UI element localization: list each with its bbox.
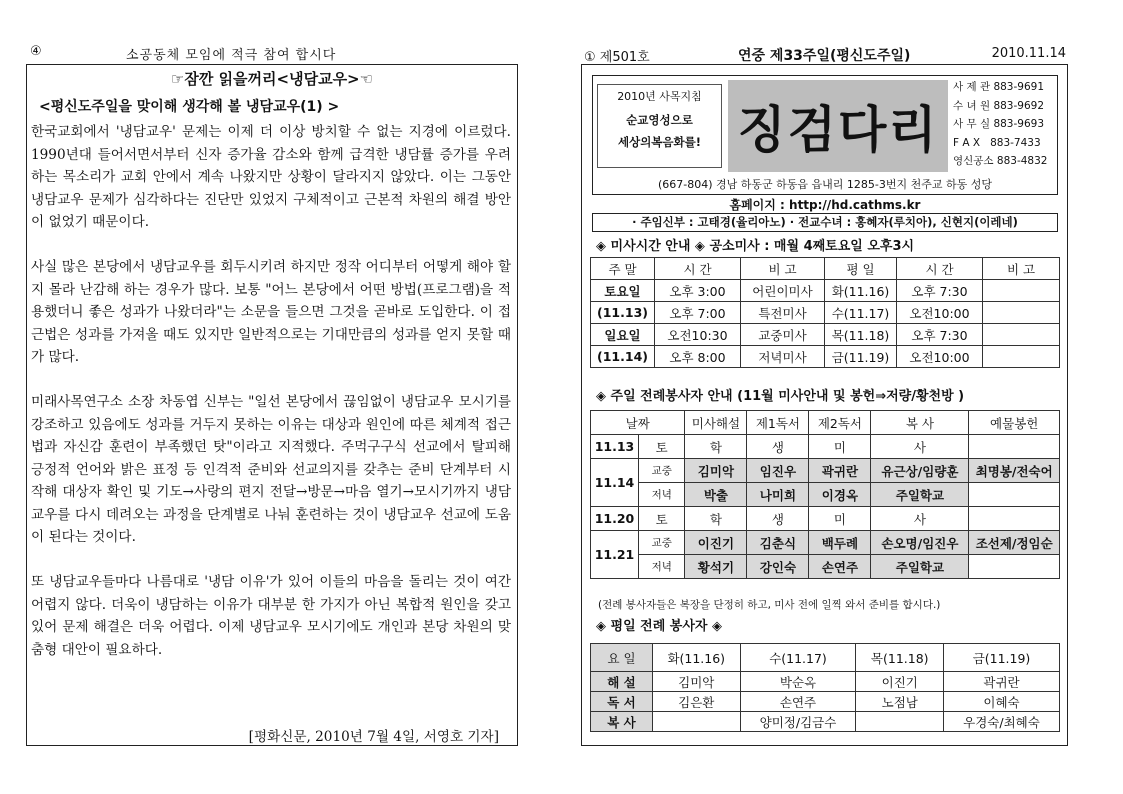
mass-day: 토요일 <box>591 280 655 302</box>
col-header: 요 일 <box>591 644 653 672</box>
server-cell: 손연주 <box>740 692 856 712</box>
weekday-mass-note <box>983 302 1060 324</box>
bulletin-logo: 징검다리 <box>728 80 948 172</box>
issue-date: 2010.11.14 <box>991 46 1066 61</box>
mass-label: 교중 <box>639 459 685 483</box>
server-cell <box>969 435 1060 459</box>
weekday-mass-time: 오전10:00 <box>897 346 983 368</box>
motto-line: 세상의복음화를! <box>617 135 701 149</box>
server-reading1: 강인숙 <box>747 555 809 579</box>
weekday-mass-time: 오후 7:30 <box>897 280 983 302</box>
table-row <box>591 302 1060 324</box>
weekday-section-title: ◈ 평일 전례 봉사자 ◈ <box>596 619 723 634</box>
mass-note: 특전미사 <box>741 302 825 324</box>
col-header: 평 일 <box>825 258 897 280</box>
server-date: 11.20 <box>591 507 639 531</box>
server-altar: 주일학교 <box>871 483 969 507</box>
server-cell: 우경숙/최혜숙 <box>944 712 1060 732</box>
col-header: 금(11.19) <box>944 644 1060 672</box>
sunday-servers-table <box>590 410 1060 579</box>
server-cell: 미 <box>809 435 871 459</box>
masthead <box>592 75 1058 195</box>
col-header: 비 고 <box>741 258 825 280</box>
table-row <box>591 324 1060 346</box>
server-altar: 유근상/임량훈 <box>871 459 969 483</box>
server-offering: 최명봉/전숙어 <box>969 459 1060 483</box>
table-row <box>591 555 1060 579</box>
table-row <box>591 531 1060 555</box>
motto-year: 2010년 사목지침 <box>617 90 702 103</box>
col-header: 시 간 <box>897 258 983 280</box>
left-slogan: 소공동체 모임에 적극 참여 합시다 <box>126 48 337 63</box>
server-cell: 이혜숙 <box>944 692 1060 712</box>
servers-note: (전례 봉사자들은 복장을 단정히 하고, 미사 전에 일찍 와서 준비를 합시다.) <box>598 599 941 611</box>
weekday-mass-time: 오후 7:30 <box>897 324 983 346</box>
server-cell: 노점남 <box>856 692 944 712</box>
weekday-servers-table <box>590 643 1060 732</box>
server-reading2: 이경옥 <box>809 483 871 507</box>
col-header: 비 고 <box>983 258 1060 280</box>
server-cell: 생 <box>747 507 809 531</box>
server-reading1: 임진우 <box>747 459 809 483</box>
pastoral-motto <box>597 84 722 168</box>
contact-item: 영신공소 883-4832 <box>953 155 1048 167</box>
server-cell: 학 <box>685 435 747 459</box>
mass-day: (11.14) <box>591 346 655 368</box>
mass-time: 오전10:30 <box>655 324 741 346</box>
server-cell: 생 <box>747 435 809 459</box>
left-page-header <box>26 42 518 64</box>
bulletin-box <box>581 64 1068 746</box>
table-header-row <box>591 644 1060 672</box>
weekday-mass-day: 금(11.19) <box>825 346 897 368</box>
article-paragraph: 한국교회에서 '냉담교우' 문제는 이제 더 이상 방치할 수 없는 지경에 이르렀다. 1990년대 들어서면서부터 신자 증가율 감소와 함께 급격한 냉담률 증가를 우려하는 목소리가 교회 안에서 계속 나왔지만 상황이 달라지지 않았다. 이는 그동안 냉담교우 문제가 심각하다는 진단만 있었지 구체적이고 근본적 차원의 해결 방안이 없었기 때문이다. <box>31 124 511 230</box>
server-commentary: 황석기 <box>685 555 747 579</box>
article-body <box>31 121 511 684</box>
server-date: 11.21 <box>591 531 639 579</box>
server-commentary: 김미악 <box>685 459 747 483</box>
contact-item: 수 녀 원 883-9692 <box>953 99 1044 112</box>
table-row <box>591 712 1060 732</box>
server-cell: 이진기 <box>856 672 944 692</box>
article-title: ☞잠깐 읽을꺼리<냉담교우>☜ <box>170 70 374 88</box>
article-source: [평화신문, 2010년 7월 4일, 서영호 기자] <box>248 729 499 745</box>
weekday-mass-note <box>983 346 1060 368</box>
issue-number: ① 제501호 <box>584 50 650 65</box>
mass-day: (11.13) <box>591 302 655 324</box>
parish-address: (667-804) 경남 하동군 하동읍 읍내리 1285-3번지 천주교 하동 성당 <box>658 178 992 191</box>
server-cell <box>969 507 1060 531</box>
col-header: 주 말 <box>591 258 655 280</box>
col-header: 날짜 <box>591 411 685 435</box>
server-reading1: 김춘식 <box>747 531 809 555</box>
right-page-header <box>584 44 1068 64</box>
col-header: 미사해설 <box>685 411 747 435</box>
server-weekday: 토 <box>639 435 685 459</box>
mass-label: 저녁 <box>639 555 685 579</box>
server-offering: 조선제/정임순 <box>969 531 1060 555</box>
mass-label: 교중 <box>639 531 685 555</box>
table-header-row <box>591 258 1060 280</box>
mass-schedule-table <box>590 257 1060 368</box>
table-row <box>591 692 1060 712</box>
col-header: 수(11.17) <box>740 644 856 672</box>
left-page-number: ④ <box>30 44 42 59</box>
server-commentary: 이진기 <box>685 531 747 555</box>
server-cell: 곽귀란 <box>944 672 1060 692</box>
server-cell: 김미악 <box>653 672 741 692</box>
weekday-mass-note <box>983 280 1060 302</box>
server-cell: 사 <box>871 507 969 531</box>
parish-staff: · 주임신부 : 고태경(율리아노) · 전교수녀 : 홍혜자(루치아), 신현지(이레네) <box>592 213 1058 232</box>
mass-time: 오후 3:00 <box>655 280 741 302</box>
server-cell: 김은환 <box>653 692 741 712</box>
server-cell <box>856 712 944 732</box>
table-row <box>591 507 1060 531</box>
server-cell: 사 <box>871 435 969 459</box>
server-altar: 주일학교 <box>871 555 969 579</box>
weekday-mass-note <box>983 324 1060 346</box>
mass-time: 오후 8:00 <box>655 346 741 368</box>
table-row <box>591 459 1060 483</box>
server-reading2: 백두례 <box>809 531 871 555</box>
server-cell <box>653 712 741 732</box>
col-header: 시 간 <box>655 258 741 280</box>
server-commentary: 박출 <box>685 483 747 507</box>
contact-item: 사 무 실 883-9693 <box>953 118 1044 130</box>
table-row <box>591 672 1060 692</box>
mass-day: 일요일 <box>591 324 655 346</box>
server-cell: 양미정/김금수 <box>740 712 856 732</box>
server-date: 11.13 <box>591 435 639 459</box>
table-row <box>591 483 1060 507</box>
col-header: 복 사 <box>871 411 969 435</box>
weekday-mass-day: 화(11.16) <box>825 280 897 302</box>
role-label: 해 설 <box>591 672 653 692</box>
role-label: 독 서 <box>591 692 653 712</box>
server-date: 11.14 <box>591 459 639 507</box>
article-box <box>26 64 518 746</box>
article-paragraph: 또 냉담교우들마다 나름대로 '냉담 이유'가 있어 이들의 마음을 돌리는 것이 여간 어렵지 않다. 더욱이 냉담하는 이유가 대부분 한 가지가 아닌 복합적 원인을 갖고 있어 문제 해결은 더욱 어렵다. 이제 냉담교우 모시기에도 개인과 본당 차원의 맞춤형 대안이 필요하다. <box>31 574 511 658</box>
mass-time: 오후 7:00 <box>655 302 741 324</box>
server-reading2: 손연주 <box>809 555 871 579</box>
server-altar: 손오명/임진우 <box>871 531 969 555</box>
mass-note: 교중미사 <box>741 324 825 346</box>
motto-line: 순교영성으로 <box>626 113 693 127</box>
server-reading2: 곽귀란 <box>809 459 871 483</box>
contact-item: F A X 883-7433 <box>953 136 1041 149</box>
week-title: 연중 제33주일(평신도주일) <box>738 48 911 64</box>
homepage-link[interactable]: 홈페이지 : http://hd.cathms.kr <box>729 198 921 212</box>
contact-list <box>953 78 1047 171</box>
server-cell: 미 <box>809 507 871 531</box>
weekday-mass-time: 오전10:00 <box>897 302 983 324</box>
server-cell: 박순옥 <box>740 672 856 692</box>
article-paragraph: 미래사목연구소 소장 차동엽 신부는 "일선 본당에서 끊임없이 냉담교우 모시기를 강조하고 있음에도 성과를 거두지 못하는 이유는 대상과 원인에 따른 체계적 접근법과 자신감 훈련이 부족했던 탓"이라고 지적했다. 주먹구구식 선교에서 탈피해 긍정적 언어와 밝은 표정 등 인격적 준비와 선교의지를 갖추는 준비 단계부터 시작해 대상자 확인 및 기도→사랑의 편지 전달→방문→마음 열기→모시기까지 냉담교우를 다시 데려오는 과정을 단계별로 나눠 훈련하는 것이 냉담교우 선교에 도움이 된다는 것이다. <box>31 394 511 545</box>
table-row <box>591 280 1060 302</box>
server-cell <box>969 555 1060 579</box>
col-header: 화(11.16) <box>653 644 741 672</box>
col-header: 예물봉헌 <box>969 411 1060 435</box>
table-header-row <box>591 411 1060 435</box>
table-row <box>591 435 1060 459</box>
contact-item: 사 제 관 883-9691 <box>953 81 1044 93</box>
server-cell <box>969 483 1060 507</box>
server-reading1: 나미희 <box>747 483 809 507</box>
mass-note: 어린이미사 <box>741 280 825 302</box>
servers-section-title: ◈ 주일 전례봉사자 안내 (11월 미사안내 및 봉헌⇒저량/황천방 ) <box>596 389 965 404</box>
col-header: 목(11.18) <box>856 644 944 672</box>
mass-label: 저녁 <box>639 483 685 507</box>
mass-section-title: ◈ 미사시간 안내 ◈ 공소미사 : 매월 4째토요일 오후3시 <box>596 239 915 254</box>
col-header: 제2독서 <box>809 411 871 435</box>
mass-note: 저녁미사 <box>741 346 825 368</box>
table-row <box>591 346 1060 368</box>
server-weekday: 토 <box>639 507 685 531</box>
server-cell: 학 <box>685 507 747 531</box>
weekday-mass-day: 수(11.17) <box>825 302 897 324</box>
article-paragraph: 사실 많은 본당에서 냉담교우를 회두시키려 하지만 정작 어디부터 어떻게 해야 할지 몰라 난감해 하는 경우가 많다. 보통 "어느 본당에서 어떤 방법(프로그램)을 적용했더니 좋은 성과가 나왔더라"는 소문을 들으면 그것을 곧바로 도입한다. 이 접근법은 성과를 가져올 때도 있지만 일반적으로는 기대만큼의 성과를 얻지 못할 때가 많다. <box>31 259 511 365</box>
weekday-mass-day: 목(11.18) <box>825 324 897 346</box>
role-label: 복 사 <box>591 712 653 732</box>
col-header: 제1독서 <box>747 411 809 435</box>
article-subtitle: <평신도주일을 맞이해 생각해 볼 냉담교우(1) > <box>39 99 340 115</box>
